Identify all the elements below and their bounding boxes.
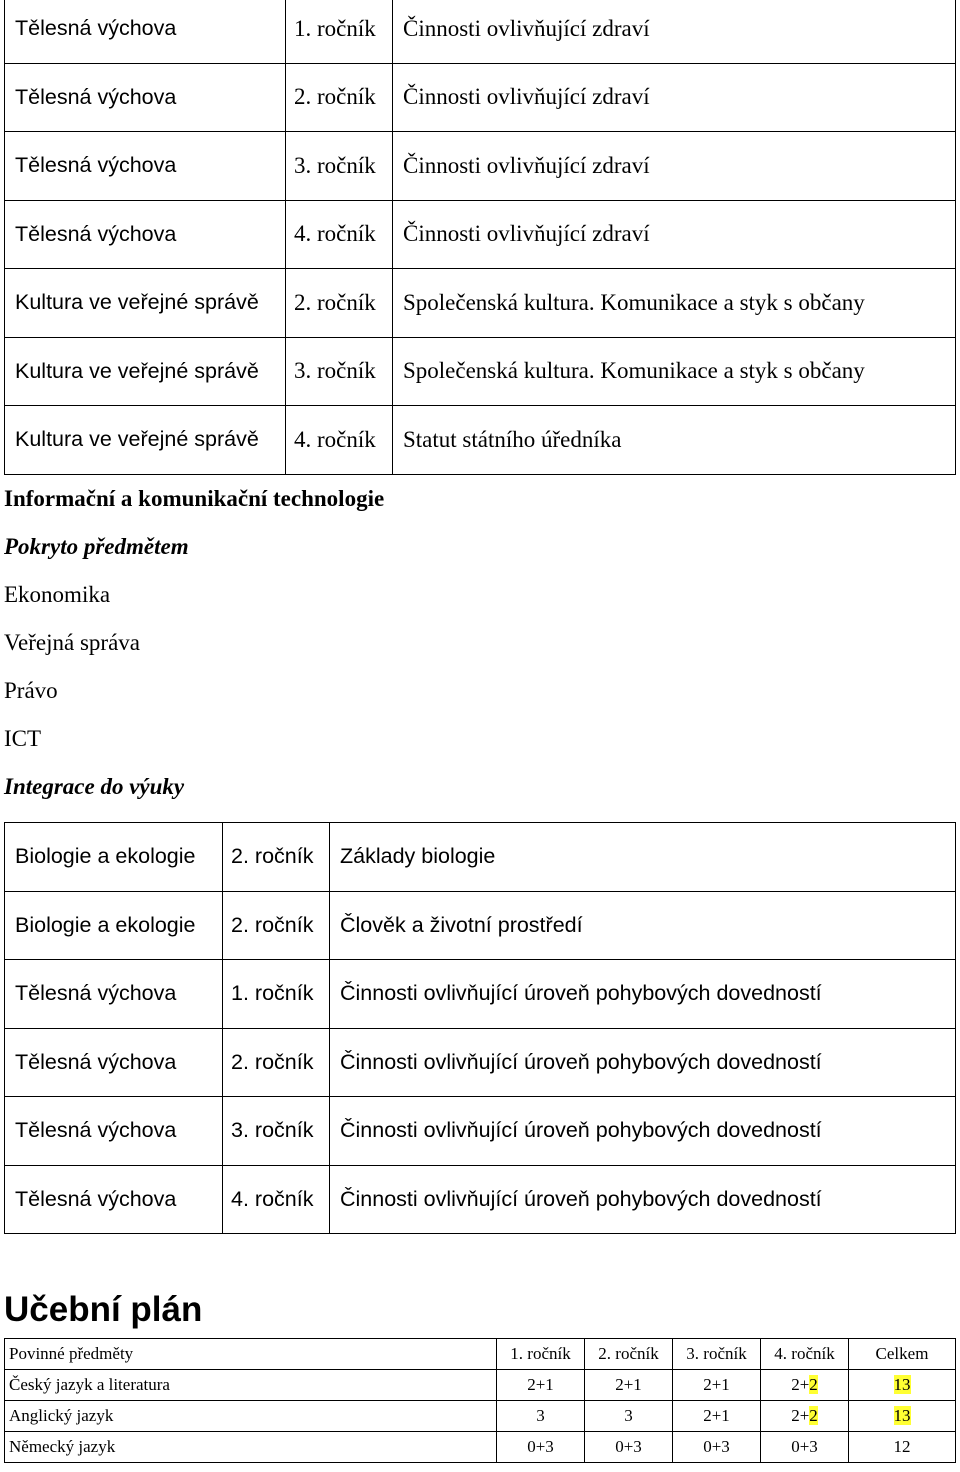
hours-cell xyxy=(761,1401,849,1432)
hours-cell: 2+1 xyxy=(673,1370,761,1401)
table-row xyxy=(5,892,956,961)
year-cell: 4. ročník xyxy=(286,406,393,474)
hours-cell: 0+3 xyxy=(497,1432,585,1463)
hours-base: 0+3 xyxy=(791,1437,818,1456)
year-cell: 2. ročník xyxy=(286,269,393,337)
header-cell: Celkem xyxy=(849,1339,956,1370)
topic-cell: Činnosti ovlivňující úroveň pohybových dovedností xyxy=(330,960,956,1028)
year-cell: 2. ročník xyxy=(223,892,330,960)
table-row xyxy=(5,201,956,270)
topic-cell: Činnosti ovlivňující úroveň pohybových dovedností xyxy=(330,1166,956,1234)
subject-cell: Německý jazyk xyxy=(5,1432,497,1463)
year-cell: 2. ročník xyxy=(223,1029,330,1097)
hours-cell xyxy=(761,1370,849,1401)
page-heading: Učební plán xyxy=(4,1290,203,1329)
table-row xyxy=(5,269,956,338)
subject-cell: Anglický jazyk xyxy=(5,1401,497,1432)
header-cell: 1. ročník xyxy=(497,1339,585,1370)
covered-subject: Ekonomika xyxy=(4,582,111,607)
year-cell: 1. ročník xyxy=(223,960,330,1028)
topic-cell: Činnosti ovlivňující úroveň pohybových dovedností xyxy=(330,1097,956,1165)
hours-highlight: 2 xyxy=(809,1375,818,1394)
topic-cell: Činnosti ovlivňující zdraví xyxy=(393,64,956,132)
year-cell: 3. ročník xyxy=(286,132,393,200)
subject-cell: Tělesná výchova xyxy=(5,64,286,132)
covered-by-label: Pokryto předmětem xyxy=(4,534,189,559)
table-row xyxy=(5,1029,956,1098)
topic-cell: Činnosti ovlivňující úroveň pohybových dovedností xyxy=(330,1029,956,1097)
header-cell: Povinné předměty xyxy=(5,1339,497,1370)
table-row xyxy=(5,338,956,407)
subject-cell: Kultura ve veřejné správě xyxy=(5,269,286,337)
subject-cell: Tělesná výchova xyxy=(5,0,286,63)
covered-subject: ICT xyxy=(4,726,42,751)
table-row xyxy=(5,823,956,892)
year-cell: 3. ročník xyxy=(223,1097,330,1165)
subject-cell: Biologie a ekologie xyxy=(5,823,223,891)
hours-cell: 3 xyxy=(585,1401,673,1432)
year-cell: 2. ročník xyxy=(223,823,330,891)
subject-cell: Tělesná výchova xyxy=(5,960,223,1028)
topic-cell: Činnosti ovlivňující zdraví xyxy=(393,201,956,269)
header-cell: 2. ročník xyxy=(585,1339,673,1370)
subject-cell: Tělesná výchova xyxy=(5,132,286,200)
hours-cell: 3 xyxy=(497,1401,585,1432)
subject-cell: Tělesná výchova xyxy=(5,1097,223,1165)
table-row xyxy=(5,960,956,1029)
table-row xyxy=(5,1166,956,1235)
header-row xyxy=(5,1339,956,1370)
table-row xyxy=(5,1432,956,1463)
topic-cell: Člověk a životní prostředí xyxy=(330,892,956,960)
subject-cell: Tělesná výchova xyxy=(5,1029,223,1097)
topic-cell: Statut státního úředníka xyxy=(393,406,956,474)
hours-cell: 0+3 xyxy=(673,1432,761,1463)
table-row xyxy=(5,64,956,133)
hours-base: 2+ xyxy=(791,1375,810,1394)
total-value: 13 xyxy=(893,1375,911,1394)
topic-cell: Činnosti ovlivňující zdraví xyxy=(393,0,956,63)
table-row xyxy=(5,1401,956,1432)
hours-cell: 2+1 xyxy=(673,1401,761,1432)
year-cell: 3. ročník xyxy=(286,338,393,406)
table-row xyxy=(5,1097,956,1166)
subject-cell: Kultura ve veřejné správě xyxy=(5,406,286,474)
table-row xyxy=(5,1370,956,1401)
topic-cell: Základy biologie xyxy=(330,823,956,891)
hours-cell xyxy=(761,1432,849,1463)
hours-cell: 0+3 xyxy=(585,1432,673,1463)
table-row xyxy=(5,132,956,201)
hours-cell: 2+1 xyxy=(585,1370,673,1401)
total-value: 12 xyxy=(893,1437,911,1456)
total-cell xyxy=(849,1432,956,1463)
year-cell: 4. ročník xyxy=(223,1166,330,1234)
study-plan-table xyxy=(4,1338,956,1463)
integration-label: Integrace do výuky xyxy=(4,774,185,799)
table-row xyxy=(5,0,956,64)
top-table xyxy=(4,0,956,475)
topic-cell: Společenská kultura. Komunikace a styk s občany xyxy=(393,338,956,406)
topic-cell: Společenská kultura. Komunikace a styk s občany xyxy=(393,269,956,337)
covered-subject: Veřejná správa xyxy=(4,630,141,655)
covered-subject: Právo xyxy=(4,678,58,703)
total-value: 13 xyxy=(893,1406,911,1425)
subject-cell: Český jazyk a literatura xyxy=(5,1370,497,1401)
hours-cell: 2+1 xyxy=(497,1370,585,1401)
table-row xyxy=(5,406,956,475)
year-cell: 2. ročník xyxy=(286,64,393,132)
header-cell: 3. ročník xyxy=(673,1339,761,1370)
section-title: Informační a komunikační technologie xyxy=(4,486,385,511)
topic-cell: Činnosti ovlivňující zdraví xyxy=(393,132,956,200)
subject-cell: Biologie a ekologie xyxy=(5,892,223,960)
total-cell xyxy=(849,1370,956,1401)
header-cell: 4. ročník xyxy=(761,1339,849,1370)
year-cell: 1. ročník xyxy=(286,0,393,63)
subject-cell: Tělesná výchova xyxy=(5,201,286,269)
hours-base: 2+ xyxy=(791,1406,810,1425)
year-cell: 4. ročník xyxy=(286,201,393,269)
integration-table xyxy=(4,822,956,1234)
subject-cell: Tělesná výchova xyxy=(5,1166,223,1234)
subject-cell: Kultura ve veřejné správě xyxy=(5,338,286,406)
total-cell xyxy=(849,1401,956,1432)
hours-highlight: 2 xyxy=(809,1406,818,1425)
